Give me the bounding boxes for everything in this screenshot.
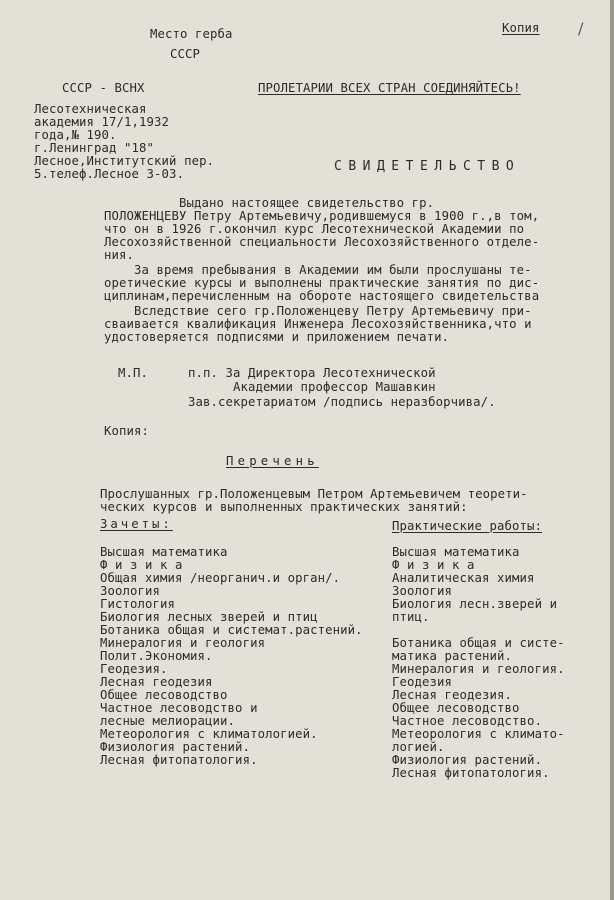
list-item: Лесная фитопатология. xyxy=(100,753,258,767)
org-short: СССР - ВСНХ xyxy=(62,81,145,95)
list-item: Метеорология с климато- xyxy=(392,727,565,741)
list-item: Физиология растений. xyxy=(100,740,251,754)
org-block-line: года,№ 190. xyxy=(34,128,117,142)
copy-mark: Копия xyxy=(502,21,540,35)
list-item: Общее лесоводство xyxy=(392,701,520,715)
list-item: Полит.Экономия. xyxy=(100,649,213,663)
signature-line: п.п. За Директора Лесотехнической xyxy=(188,366,436,380)
handwritten-stroke: / xyxy=(578,19,584,38)
works-header: Практические работы: xyxy=(392,519,543,533)
body-line: оретические курсы и выполнены практические занятия по дис- xyxy=(104,276,540,290)
intro-line: Прослушанных гр.Положенцевым Петром Артемьевичем теорети- xyxy=(100,487,528,501)
list-item: логией. xyxy=(392,740,445,754)
list-item: Биология лесных зверей и птиц xyxy=(100,610,318,624)
list-item: Лесная фитопатология. xyxy=(392,766,550,780)
org-block-line: 5.телеф.Лесное 3-03. xyxy=(34,167,185,181)
list-item: Ф и з и к а xyxy=(100,558,183,572)
list-item: Минералогия и геология xyxy=(100,636,266,650)
list-item: Геодезия. xyxy=(100,662,168,676)
list-item: Зоология xyxy=(100,584,161,598)
list-item: Гистология xyxy=(100,597,176,611)
list-item: Ботаника общая и систе- xyxy=(392,636,565,650)
body-line: циплинам,перечисленным на обороте настоящего свидетельства xyxy=(104,289,540,303)
intro-line: ческих курсов и выполненных практических занятий: xyxy=(100,500,468,514)
list-item: Высшая математика xyxy=(100,545,228,559)
list-item: Биология лесн.зверей и xyxy=(392,597,558,611)
body-line: что он в 1926 г.окончил курс Лесотехнической Академии по xyxy=(104,222,525,236)
list-item: Зоология xyxy=(392,584,453,598)
list-item: птиц. xyxy=(392,610,430,624)
body-line: Лесохозяйственной специальности Лесохозяйственного отделе- xyxy=(104,235,540,249)
body-line: ния. xyxy=(104,248,135,262)
credits-header: Зачеты: xyxy=(100,517,173,531)
list-title: Перечень xyxy=(226,454,319,468)
org-block-line: Лесотехническая xyxy=(34,102,147,116)
list-item: матика растений. xyxy=(392,649,513,663)
list-item: Частное лесоводство и xyxy=(100,701,258,715)
body-line: Выдано настоящее свидетельство гр. xyxy=(104,196,435,210)
page-edge-shadow xyxy=(610,0,614,900)
list-item: Ф и з и к а xyxy=(392,558,475,572)
list-item: Частное лесоводство. xyxy=(392,714,543,728)
slogan: ПРОЛЕТАРИИ ВСЕХ СТРАН СОЕДИНЯЙТЕСЬ! xyxy=(258,81,521,95)
list-item: Лесная геодезия. xyxy=(392,688,513,702)
list-item: Метеорология с климатологией. xyxy=(100,727,318,741)
signature-line: Зав.секретариатом /подпись неразборчива/. xyxy=(188,395,496,409)
list-item: Лесная геодезия xyxy=(100,675,213,689)
list-item: Минералогия и геология. xyxy=(392,662,565,676)
emblem-place-line-2: СССР xyxy=(170,47,201,61)
body-line: За время пребывания в Академии им были прослушаны те- xyxy=(104,263,532,277)
list-item: Геодезия xyxy=(392,675,453,689)
list-item: Общее лесоводство xyxy=(100,688,228,702)
body-line: ПОЛОЖЕНЦЕВУ Петру Артемьевичу,родившемуся в 1900 г.,в том, xyxy=(104,209,540,223)
list-item: лесные мелиорации. xyxy=(100,714,236,728)
certificate-title: СВИДЕТЕЛЬСТВО xyxy=(334,159,521,174)
org-block-line: академия 17/1,1932 xyxy=(34,115,170,129)
emblem-place-line-1: Место герба xyxy=(150,27,233,41)
list-item: Физиология растений. xyxy=(392,753,543,767)
seal-mark: М.П. xyxy=(118,366,149,380)
list-item: Общая химия /неорганич.и орган/. xyxy=(100,571,341,585)
list-item: Аналитическая химия xyxy=(392,571,535,585)
list-item: Высшая математика xyxy=(392,545,520,559)
body-line: Вследствие сего гр.Положенцеву Петру Артемьевичу при- xyxy=(104,304,532,318)
org-block-line: Лесное,Институтский пер. xyxy=(34,154,215,168)
copy-label: Копия: xyxy=(104,424,150,438)
signature-line: Академии профессор Машавкин xyxy=(188,380,436,394)
body-line: удостоверяется подписями и приложением печати. xyxy=(104,330,450,344)
body-line: сваивается квалификация Инженера Лесохозяйственника,что и xyxy=(104,317,532,331)
list-item: Ботаника общая и системат.растений. xyxy=(100,623,363,637)
org-block-line: г.Ленинград "18" xyxy=(34,141,155,155)
